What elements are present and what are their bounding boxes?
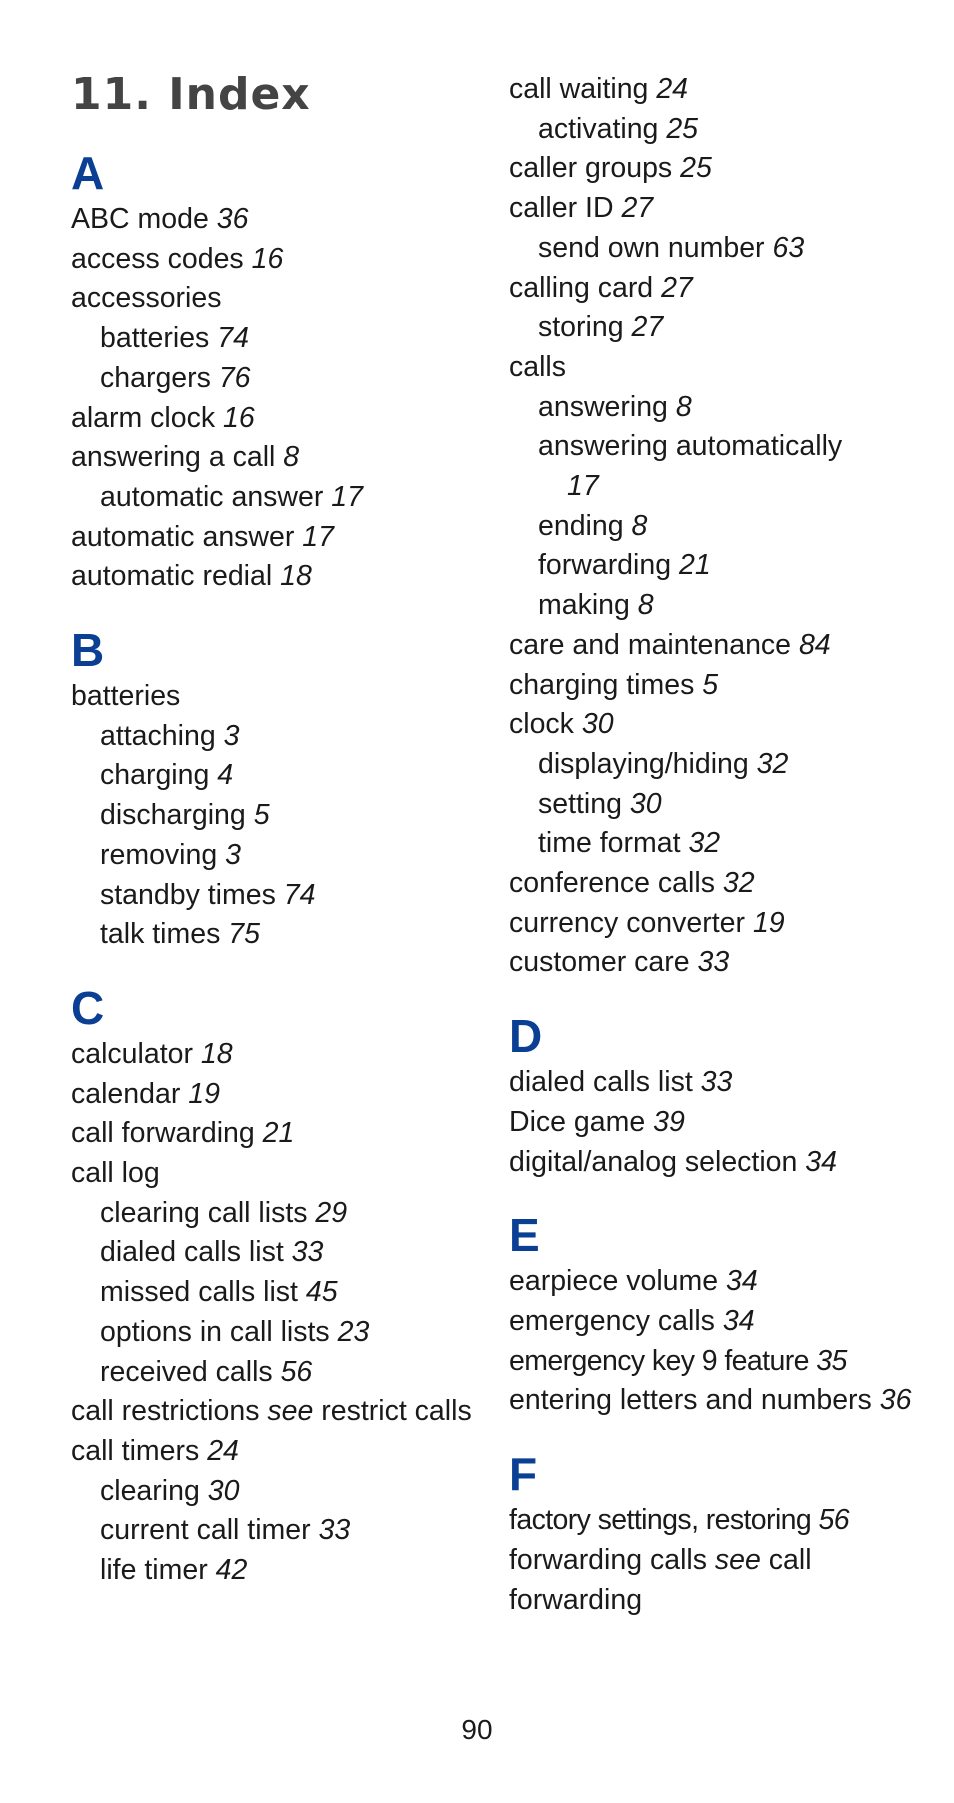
index-entry xyxy=(509,1063,929,1103)
left-sections xyxy=(71,148,491,1591)
index-entry xyxy=(71,1194,491,1234)
index-right-column xyxy=(509,70,929,1648)
index-section-f xyxy=(509,1449,929,1620)
page-reference: 5 xyxy=(253,799,270,832)
page-reference: 33 xyxy=(700,1066,733,1099)
page-reference: 25 xyxy=(680,152,712,185)
page-reference: 45 xyxy=(305,1276,338,1309)
page-title: 11. Index xyxy=(71,69,311,120)
index-term: alarm clock xyxy=(71,401,216,434)
page-reference: 23 xyxy=(337,1315,370,1348)
index-entry xyxy=(71,200,491,240)
index-entry xyxy=(509,626,929,666)
index-entry xyxy=(509,1381,929,1421)
page-reference: 8 xyxy=(637,589,654,622)
page-reference: 36 xyxy=(879,1384,912,1417)
index-entry xyxy=(71,518,491,558)
page-reference: 34 xyxy=(805,1145,837,1178)
page-reference: 29 xyxy=(315,1196,348,1229)
index-section-continued xyxy=(509,70,929,983)
index-entry xyxy=(509,546,929,586)
index-entry xyxy=(509,864,929,904)
index-term: clearing xyxy=(100,1474,200,1507)
index-entry xyxy=(71,279,491,319)
index-term: factory settings, restoring xyxy=(509,1504,812,1537)
index-entry xyxy=(509,1501,929,1541)
index-term: accessories xyxy=(71,282,222,315)
index-term: calendar xyxy=(71,1077,181,1110)
index-term: clearing call lists xyxy=(100,1196,308,1229)
index-term: calls xyxy=(509,350,567,383)
index-entry xyxy=(509,348,929,388)
index-term: ABC mode xyxy=(71,203,209,235)
page-reference: 56 xyxy=(280,1355,313,1388)
index-term: call log xyxy=(71,1157,160,1190)
index-entry xyxy=(509,467,929,507)
index-term: standby times xyxy=(100,878,276,911)
index-entry xyxy=(509,943,929,983)
index-entry xyxy=(71,1233,491,1273)
index-term: entering letters and numbers xyxy=(509,1384,872,1417)
index-entry xyxy=(71,1472,491,1512)
index-entry xyxy=(509,1541,929,1620)
page-reference: 74 xyxy=(217,322,249,355)
index-entry xyxy=(509,427,929,467)
page-reference: 56 xyxy=(818,1504,850,1537)
section-letter: C xyxy=(71,981,105,1034)
page-reference: 27 xyxy=(661,271,693,304)
page-reference: 8 xyxy=(631,509,648,542)
index-term: displaying/hiding xyxy=(538,747,749,780)
page-reference: 27 xyxy=(621,192,654,225)
index-entry xyxy=(71,1075,491,1115)
index-entry xyxy=(509,189,929,229)
page-reference: 3 xyxy=(225,838,241,871)
index-entry xyxy=(509,824,929,864)
index-entry xyxy=(71,756,491,796)
page-reference: 17 xyxy=(567,470,599,503)
index-term: clock xyxy=(509,708,574,741)
page-reference: 19 xyxy=(188,1077,220,1110)
page-reference: 5 xyxy=(702,668,719,701)
index-term: call waiting xyxy=(509,73,649,105)
index-entry xyxy=(71,1154,491,1194)
index-term: attaching xyxy=(100,719,216,752)
section-letter: B xyxy=(71,624,105,677)
index-term: emergency calls xyxy=(509,1304,715,1337)
index-term: options in call lists xyxy=(100,1315,330,1348)
index-term: time format xyxy=(538,827,681,860)
index-term: calling card xyxy=(509,271,654,304)
index-entry xyxy=(71,319,491,359)
page-reference: 19 xyxy=(752,906,785,939)
index-entry xyxy=(71,1273,491,1313)
page-reference: 75 xyxy=(228,918,260,951)
index-term: life timer xyxy=(100,1554,208,1587)
section-letter: D xyxy=(509,1010,543,1063)
index-entry xyxy=(71,796,491,836)
index-entry xyxy=(509,229,929,269)
section-letter: F xyxy=(509,1448,538,1501)
index-term: answering xyxy=(538,390,668,423)
cross-reference: call forwarding xyxy=(509,1543,812,1616)
index-term: ending xyxy=(538,509,624,542)
index-section-d xyxy=(509,1011,929,1182)
index-term: caller groups xyxy=(509,152,673,185)
index-term: batteries xyxy=(100,322,210,355)
index-term: automatic answer xyxy=(100,480,324,513)
index-entry xyxy=(71,1353,491,1393)
page-reference: 32 xyxy=(688,827,721,860)
index-entry xyxy=(509,705,929,745)
index-entry xyxy=(509,149,929,189)
index-entry xyxy=(71,240,491,280)
page-reference: 76 xyxy=(218,361,251,394)
page-reference: 16 xyxy=(251,242,284,275)
index-term: dialed calls list xyxy=(509,1066,693,1099)
index-term: call restrictions xyxy=(71,1395,260,1428)
index-term: removing xyxy=(100,838,218,871)
index-entry xyxy=(71,677,491,717)
page-reference: 8 xyxy=(675,390,692,423)
section-letter: A xyxy=(71,147,105,199)
page-reference: 21 xyxy=(679,549,711,582)
page-reference: 35 xyxy=(816,1344,847,1377)
page-reference: 39 xyxy=(653,1105,685,1138)
index-term: automatic redial xyxy=(71,560,273,593)
index-term: answering a call xyxy=(71,441,276,474)
index-term: caller ID xyxy=(509,192,614,225)
right-sections xyxy=(509,70,929,1620)
index-term: forwarding calls xyxy=(509,1543,707,1576)
index-term: care and maintenance xyxy=(509,628,792,661)
index-entry xyxy=(509,388,929,428)
page-reference: 63 xyxy=(772,231,805,264)
index-entry xyxy=(71,836,491,876)
page-reference: 74 xyxy=(283,878,316,911)
cross-reference: restrict calls xyxy=(321,1395,472,1428)
index-term: charging times xyxy=(509,668,695,701)
index-term: batteries xyxy=(71,680,181,713)
index-entry xyxy=(509,110,929,150)
index-entry xyxy=(71,399,491,439)
index-term: forwarding xyxy=(538,549,672,582)
page-reference: 34 xyxy=(722,1304,755,1337)
index-term: chargers xyxy=(100,361,211,394)
index-term: dialed calls list xyxy=(100,1236,284,1269)
index-term: activating xyxy=(538,112,659,145)
index-entry xyxy=(509,904,929,944)
index-term: currency converter xyxy=(509,906,746,939)
index-term: send own number xyxy=(538,231,765,264)
page-reference: 30 xyxy=(581,708,614,741)
index-entry xyxy=(509,308,929,348)
index-term: earpiece volume xyxy=(509,1265,719,1298)
page-reference: 27 xyxy=(631,311,664,344)
index-entry xyxy=(71,359,491,399)
page-reference: 21 xyxy=(262,1117,295,1150)
index-term: conference calls xyxy=(509,867,715,900)
page-reference: 18 xyxy=(200,1037,233,1070)
index-entry xyxy=(71,1313,491,1353)
page-reference: 42 xyxy=(215,1554,248,1587)
index-section-e xyxy=(509,1210,929,1421)
index-term: automatic answer xyxy=(71,520,295,553)
index-term: customer care xyxy=(509,946,690,979)
index-term: digital/analog selection xyxy=(509,1145,798,1178)
index-term: Dice game xyxy=(509,1105,646,1138)
page-reference: 3 xyxy=(223,719,240,752)
see-reference-label: see xyxy=(714,1543,761,1576)
index-term: emergency key 9 feature xyxy=(509,1344,809,1377)
index-entry xyxy=(509,1103,929,1143)
page-reference: 36 xyxy=(216,203,249,235)
page-reference: 32 xyxy=(756,747,789,780)
index-entry xyxy=(71,1432,491,1472)
index-term: answering automatically xyxy=(538,430,843,463)
index-entry xyxy=(71,915,491,955)
page-reference: 33 xyxy=(291,1236,324,1269)
index-entry xyxy=(71,1392,491,1432)
index-section-c xyxy=(71,983,491,1591)
page-reference: 16 xyxy=(223,401,255,434)
page-reference: 34 xyxy=(726,1265,758,1298)
page-reference: 32 xyxy=(722,867,755,900)
index-entry xyxy=(509,507,929,547)
page-reference: 25 xyxy=(666,112,699,145)
index-entry xyxy=(509,1262,929,1302)
index-term: call forwarding xyxy=(71,1117,255,1150)
page-reference: 30 xyxy=(207,1474,240,1507)
page-reference: 17 xyxy=(302,520,334,553)
index-section-b xyxy=(71,625,491,955)
index-term: calculator xyxy=(71,1037,193,1070)
index-term: setting xyxy=(538,787,622,820)
index-entry xyxy=(71,876,491,916)
index-entry xyxy=(71,478,491,518)
page-number: 90 xyxy=(461,1714,493,1745)
index-entry xyxy=(509,70,929,110)
section-letter: E xyxy=(509,1209,540,1262)
index-entry xyxy=(71,1035,491,1075)
index-entry xyxy=(71,557,491,597)
page-reference: 24 xyxy=(656,73,689,105)
index-entry xyxy=(509,1143,929,1183)
index-term: making xyxy=(538,589,630,622)
index-term: storing xyxy=(538,311,624,344)
index-entry xyxy=(509,269,929,309)
index-section-a xyxy=(71,148,491,597)
index-term: discharging xyxy=(100,799,246,832)
index-entry xyxy=(509,745,929,785)
index-term: call timers xyxy=(71,1434,200,1467)
index-entry xyxy=(71,1551,491,1591)
index-term: charging xyxy=(100,759,210,792)
see-reference-label: see xyxy=(267,1395,314,1428)
index-left-column xyxy=(71,70,491,1619)
index-entry xyxy=(509,586,929,626)
page-reference: 17 xyxy=(331,480,363,513)
index-term: current call timer xyxy=(100,1514,311,1547)
index-term: talk times xyxy=(100,918,221,951)
index-entry xyxy=(71,438,491,478)
page-reference: 30 xyxy=(629,787,662,820)
page-reference: 8 xyxy=(283,441,300,474)
page-reference: 84 xyxy=(798,628,831,661)
index-entry xyxy=(509,1342,929,1382)
page-reference: 33 xyxy=(697,946,730,979)
page-reference: 24 xyxy=(207,1434,239,1467)
index-entry xyxy=(509,785,929,825)
index-entry xyxy=(509,1302,929,1342)
index-term: received calls xyxy=(100,1355,273,1388)
index-term: missed calls list xyxy=(100,1276,298,1309)
page-reference: 4 xyxy=(217,759,234,792)
index-entry xyxy=(71,1511,491,1551)
index-term: access codes xyxy=(71,242,244,275)
index-entry xyxy=(71,1114,491,1154)
page-reference: 33 xyxy=(318,1514,351,1547)
index-entry xyxy=(71,717,491,757)
index-entry xyxy=(509,666,929,706)
page-reference: 18 xyxy=(280,560,312,593)
